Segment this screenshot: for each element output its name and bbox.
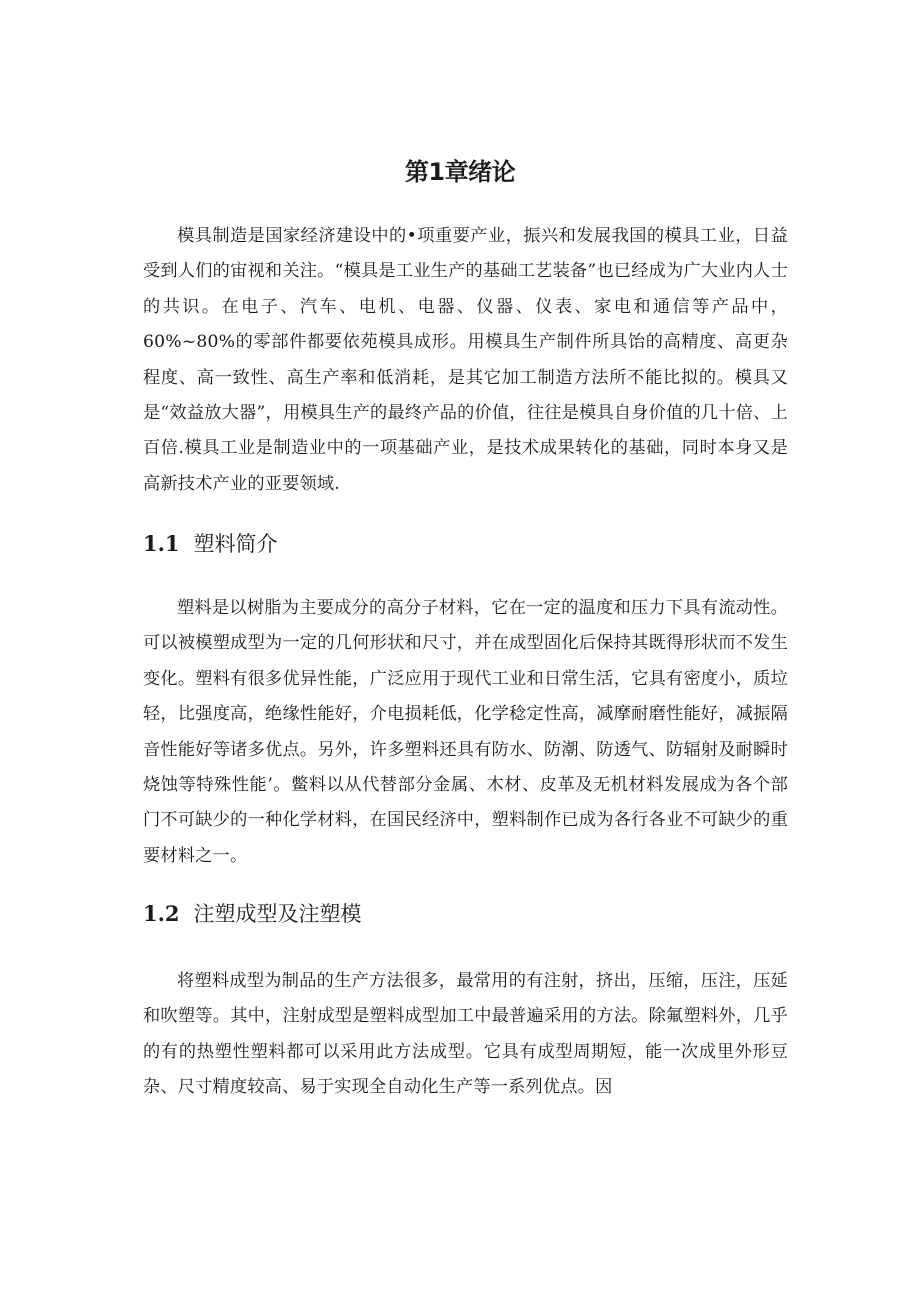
section-1-2-paragraph: 将塑料成型为制品的生产方法很多，最常用的有注射，挤出，压缩，压注，压延和吹塑等。其中，注射成型是塑料成型加工中最普遍采用的方法。除氟塑料外，几乎的有的热塑性塑料都可以采用此方法成型。它具有成型周期短，能一次成里外形豆杂、尺寸精度较高、易于实现全自动化生产等一系列优点。因 (143, 971, 788, 1098)
section-title-text: 塑料简介 (193, 532, 278, 556)
section-heading-1-2 (143, 898, 362, 930)
chapter-title: 第1章绪论 (404, 158, 516, 186)
section-heading-1-1 (143, 528, 278, 560)
intro-paragraph: 模具制造是国家经济建设中的•项重要产业，振兴和发展我国的模具工业，日益受到人们的宙视和关注。“模具是工业生产的基础工艺装备”也已经成为广大业内人士的共识。在电子、汽车、电机、电器、仪器、仪表、家电和通信等产品中，60%~80%的零部件都要依苑模具成形。用模具生产制件所具饴的高精度、高更杂程度、高一致性、高生产率和低消耗，是其它加工制造方法所不能比拟的。模具又是“效益放大器”，用模具生产的最终产品的价值，往往是模具自身价值的几十倍、上百倍.模具工业是制造业中的一项基础产业，是技术成果转化的基础，同时本身又是高新技术产业的亚要领域. (143, 226, 788, 494)
section-title-text: 注塑成型及注塑模 (193, 902, 362, 926)
section-1-1-paragraph: 塑料是以树脂为主要成分的高分子材料，它在一定的温度和压力下具有流动性。可以被模塑成型为一定的几何形状和尺寸，并在成型固化后保持其既得形状而不发生变化。塑料有很多优异性能，广泛应用于现代工业和日常生活，它具有密度小，质垃轻，比强度高，绝缘性能好，介电损耗低，化学稔定性高，减摩耐磨性能好，减振隔音性能好等诸多优点。另外，许多塑料还具有防水、防潮、防透气、防辐射及耐瞬时烧蚀等特殊性能’。鳖料以从代替部分金属、木材、皮革及无机材料发展成为各个部门不可缺少的一种化学材料，在国民经济中，塑料制作已成为各行各业不可缺少的重要材料之一。 (143, 598, 788, 866)
section-number: 1.2 (143, 901, 180, 926)
section-number: 1.1 (143, 531, 180, 556)
